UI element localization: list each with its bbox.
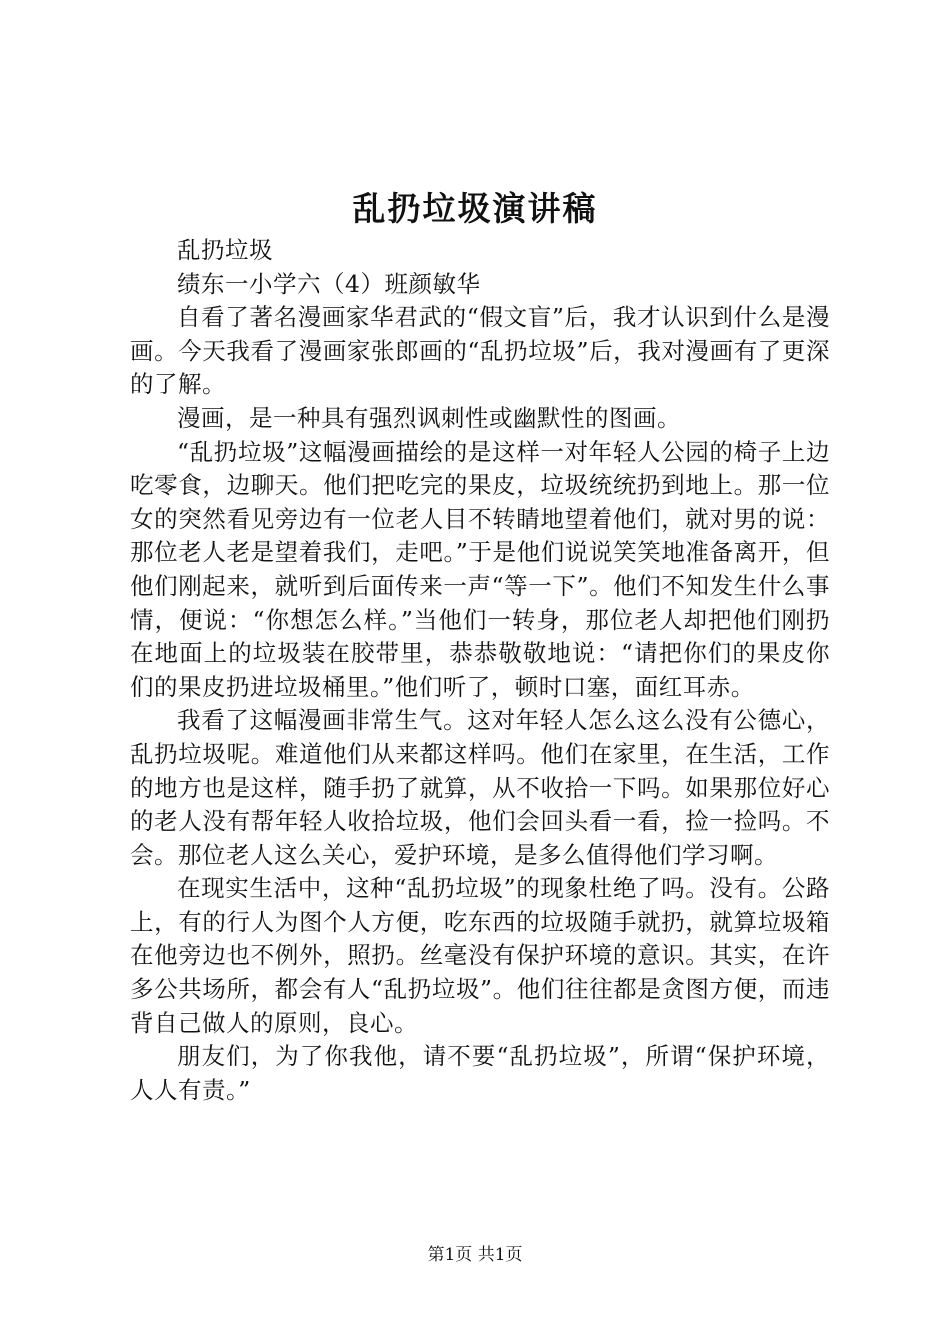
paragraph: 漫画，是一种具有强烈讽刺性或幽默性的图画。 — [177, 403, 681, 432]
document-body — [130, 234, 830, 1107]
paragraph: 我看了这幅漫画非常生气。这对年轻人怎么这么没有公德心，乱扔垃圾呢。难道他们从来都这样吗。他们在家里，在生活，工作的地方也是这样，随手扔了就算，从不收拾一下吗。如果那位好心的老人没有帮年轻人收拾垃圾，他们会回头看一看，捡一捡吗。不会。那位老人这么关心，爱护环境，是多么值得他们学习啊。 — [130, 706, 830, 869]
document-title: 乱扔垃圾演讲稿 — [352, 189, 598, 228]
paragraph-author: 绩东一小学六（4）班颜敏华 — [177, 269, 481, 298]
page-number-footer: 第1页 共1页 — [427, 1245, 523, 1265]
paragraph: “乱扔垃圾”这幅漫画描绘的是这样一对年轻人公园的椅子上边吃零食，边聊天。他们把吃完的果皮，垃圾统统扔到地上。那一位女的突然看见旁边有一位老人目不转睛地望着他们，就对男的说：那位老人老是望着我们，走吧。”于是他们说说笑笑地准备离开，但他们刚起来，就听到后面传来一声“等一下”。他们不知发生什么事情，便说：“你想怎么样。”当他们一转身，那位老人却把他们刚扔在地面上的垃圾装在胶带里，恭恭敬敬地说：“请把你们的果皮你们的果皮扔进垃圾桶里。”他们听了，顿时口塞，面红耳赤。 — [130, 437, 830, 701]
paragraph-subtitle: 乱扔垃圾 — [177, 236, 273, 264]
paragraph: 在现实生活中，这种“乱扔垃圾”的现象杜绝了吗。没有。公路上，有的行人为图个人方便，吃东西的垃圾随手就扔，就算垃圾箱在他旁边也不例外，照扔。丝毫没有保护环境的意识。其实，在许多公共场所，都会有人“乱扔垃圾”。他们往往都是贪图方便，而违背自己做人的原则，良心。 — [130, 874, 830, 1037]
paragraph: 自看了著名漫画家华君武的“假文盲”后，我才认识到什么是漫画。今天我看了漫画家张郎画的“乱扔垃圾”后，我对漫画有了更深的了解。 — [130, 303, 830, 399]
paragraph: 朋友们，为了你我他，请不要“乱扔垃圾”，所谓“保护环境，人人有责。” — [130, 1042, 830, 1104]
